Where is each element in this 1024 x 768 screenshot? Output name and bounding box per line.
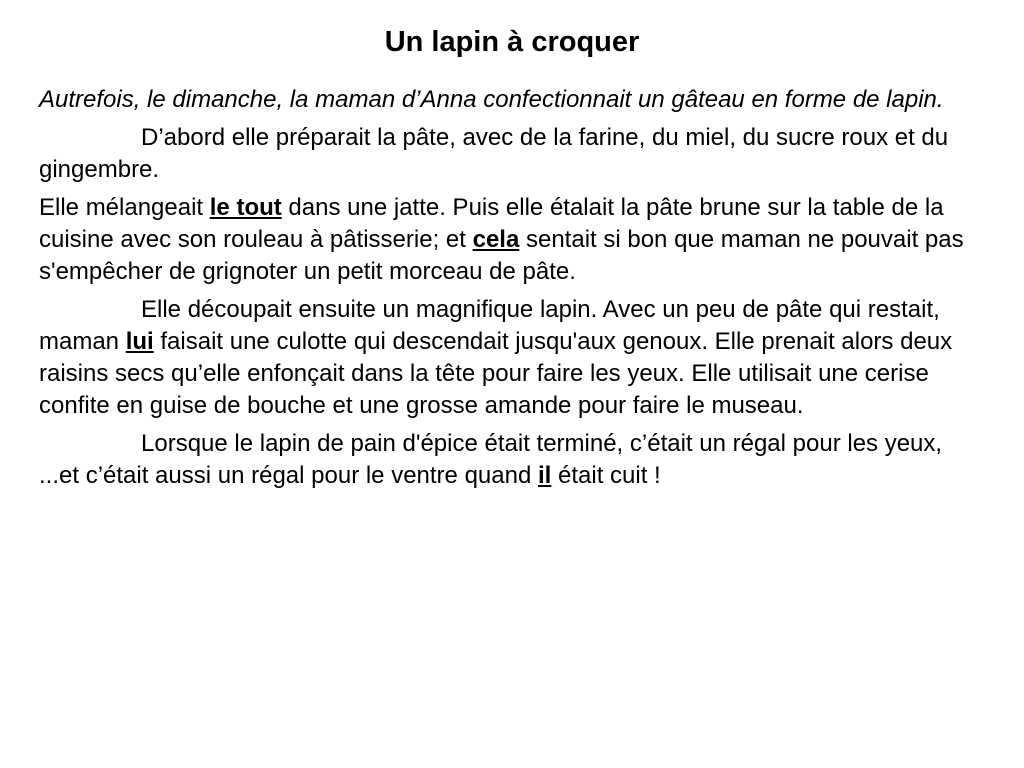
paragraph-5 [39,428,987,492]
paragraph-4-text-a: Elle découpait ensuite un magnifique lapin. Avec un peu de pâte qui restait, maman [39,296,940,355]
keyword-lui: lui [125,328,154,355]
paragraph-5-text-a: Lorsque le lapin de pain d'épice était terminé, c’était un régal pour les yeux, ...et c’était aussi un régal pour le ventre quand [39,430,943,489]
paragraph-3-text-a: Elle mélangeait [39,194,210,221]
paragraph-4-text-b: faisait une culotte qui descendait jusqu'aux genoux. Elle prenait alors deux raisins secs qu’elle enfonçait dans la tête pour faire les yeux. Elle utilisait une cerise confite en guise de bouche et une grosse amande pour faire le museau. [39,328,953,419]
paragraph-3-text-b: dans une jatte. Puis elle étalait la pâte brune sur la table de la cuisine avec son rouleau à pâtisserie; et [39,194,944,253]
paragraph-2: D’abord elle préparait la pâte, avec de la farine, du miel, du sucre roux et du gingembre. [39,124,949,183]
keyword-le-tout: le tout [209,194,282,221]
paragraph-intro: Autrefois, le dimanche, la maman d’Anna confectionnait un gâteau en forme de lapin. [39,86,944,113]
paragraph-3 [39,192,987,288]
paragraph-3-text-c: sentait si bon que maman ne pouvait pas s'empêcher de grignoter un petit morceau de pâte. [39,226,964,285]
slide-title: Un lapin à croquer [384,26,640,58]
keyword-cela: cela [472,226,520,253]
paragraph-5-text-b: était cuit ! [551,462,661,489]
keyword-il: il [537,462,552,489]
paragraph-4 [39,294,987,422]
slide-body [39,84,987,498]
